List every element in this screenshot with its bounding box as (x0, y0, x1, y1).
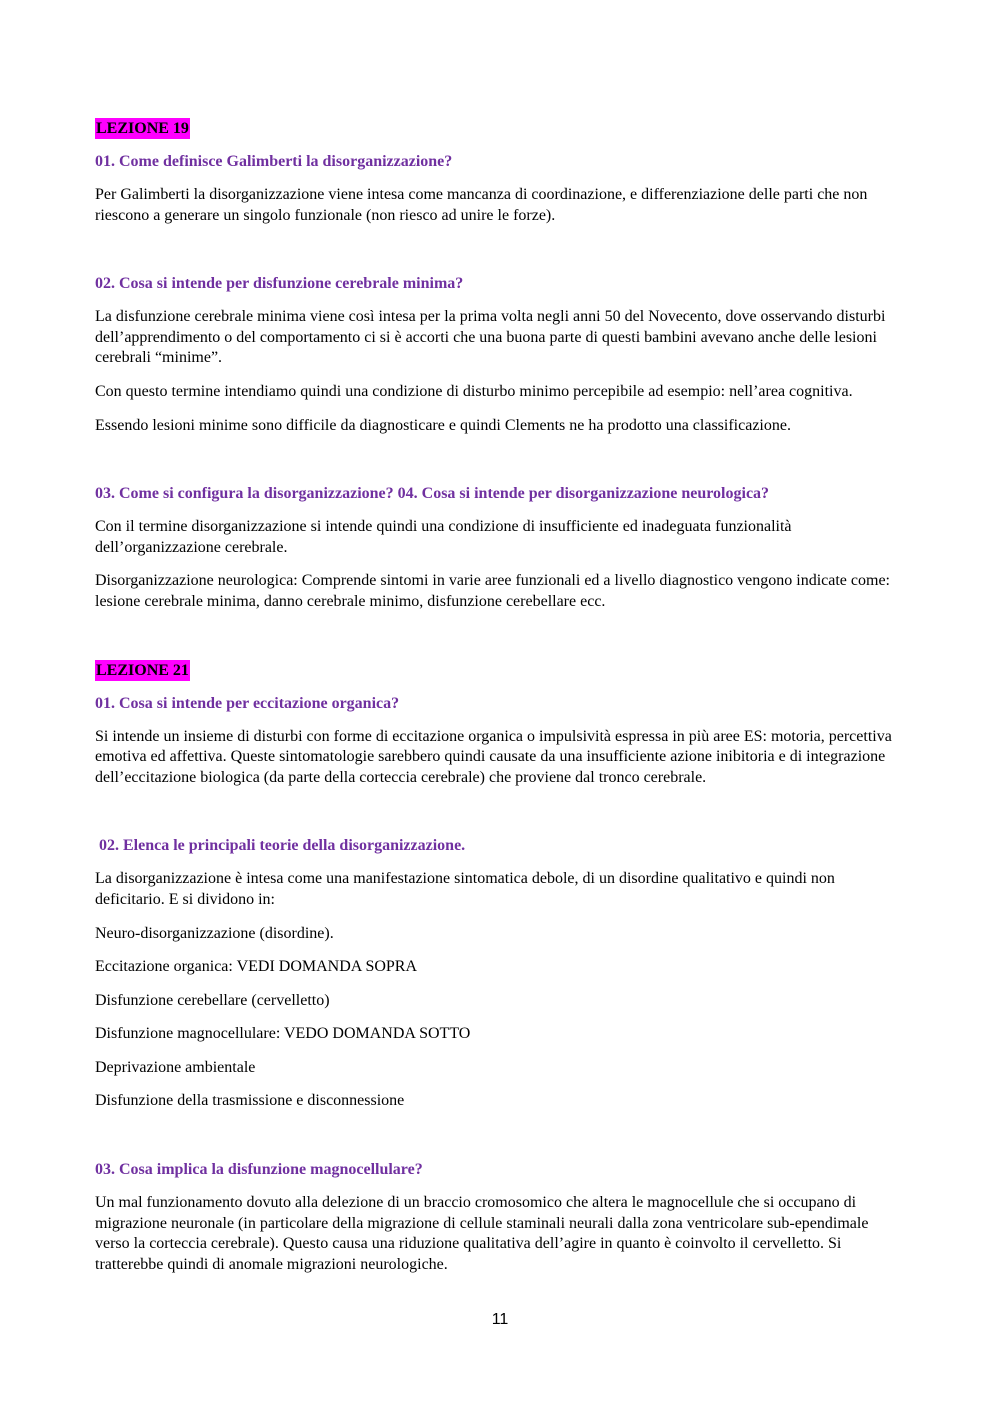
answer-paragraph: Per Galimberti la disorganizzazione viene intesa come mancanza di coordinazione, e differenziazione delle parti che non riescono a generare un singolo funzionale (non riesco ad unire le forze). (95, 186, 868, 224)
answer-paragraph: Disorganizzazione neurologica: Comprende sintomi in varie aree funzionali ed a livello diagnostico vengono indicate come: lesione cerebrale minima, danno cerebrale minimo, disfunzione cerebellare ecc. (95, 572, 890, 610)
question-heading: 01. Cosa si intende per eccitazione organica? (95, 694, 400, 712)
question-heading: 02. Cosa si intende per disfunzione cerebrale minima? (95, 275, 464, 293)
lesson-title: LEZIONE 21 (96, 661, 189, 679)
list-item: Eccitazione organica: VEDI DOMANDA SOPRA (95, 958, 418, 976)
answer-paragraph: Essendo lesioni minime sono difficile da diagnosticare e quindi Clements ne ha prodotto una classificazione. (95, 416, 791, 434)
answer-paragraph: Con questo termine intendiamo quindi una condizione di disturbo minimo percepibile ad esempio: nell’area cognitiva. (95, 382, 853, 400)
lesson-title: LEZIONE 19 (96, 120, 189, 137)
question-heading: 01. Come definisce Galimberti la disorganizzazione? (95, 153, 453, 170)
answer-paragraph: Si intende un insieme di disturbi con forme di eccitazione organica o impulsività espressa in più aree ES: motoria, percettiva emotiva ed affettiva. Queste sintomatologie sarebbero quindi causate da una insufficiente azione inibitoria e di integrazione dell’eccitazione biologica (da parte della corteccia cerebrale) che proviene dal tronco cerebrale. (95, 727, 892, 786)
question-heading: 03. Cosa implica la disfunzione magnocellulare? (95, 1161, 423, 1179)
answer-paragraph: La disorganizzazione è intesa come una manifestazione sintomatica debole, di un disordine qualitativo e quindi non deficitario. E si dividono in: (95, 870, 835, 908)
list-item: Disfunzione cerebellare (cervelletto) (95, 991, 330, 1009)
list-item: Deprivazione ambientale (95, 1058, 256, 1076)
page-number: 11 (491, 1311, 509, 1328)
question-heading: 02. Elenca le principali teorie della disorganizzazione. (95, 837, 466, 855)
question-heading: 03. Come si configura la disorganizzazione? 04. Cosa si intende per disorganizzazione neurologica? (95, 485, 770, 503)
answer-paragraph: Un mal funzionamento dovuto alla delezione di un braccio cromosomico che altera le magnocellule che si occupano di migrazione neuronale (in particolare della migrazione di cellule staminali neurali dalla zona ventricolare sub-ependimale verso la corteccia cerebrale). Questo causa una riduzione qualitativa dell’agire in quanto è coinvolto il cervelletto. Si tratterebbe quindi di anomale migrazioni neurologiche. (95, 1194, 869, 1273)
answer-paragraph: La disfunzione cerebrale minima viene così intesa per la prima volta negli anni 50 del Novecento, dove osservando disturbi dell’apprendimento o del comportamento ci si è accorti che una buona parte di questi bambini avevano anche delle lesioni cerebrali “minime”. (95, 308, 886, 367)
answer-paragraph: Con il termine disorganizzazione si intende quindi una condizione di insufficiente ed inadeguata funzionalità dell’organizzazione cerebrale. (95, 518, 792, 556)
page-content (95, 118, 905, 1288)
list-item: Neuro-disorganizzazione (disordine). (95, 924, 334, 942)
list-item: Disfunzione magnocellulare: VEDO DOMANDA SOTTO (95, 1025, 471, 1043)
list-item: Disfunzione della trasmissione e disconnessione (95, 1092, 405, 1110)
